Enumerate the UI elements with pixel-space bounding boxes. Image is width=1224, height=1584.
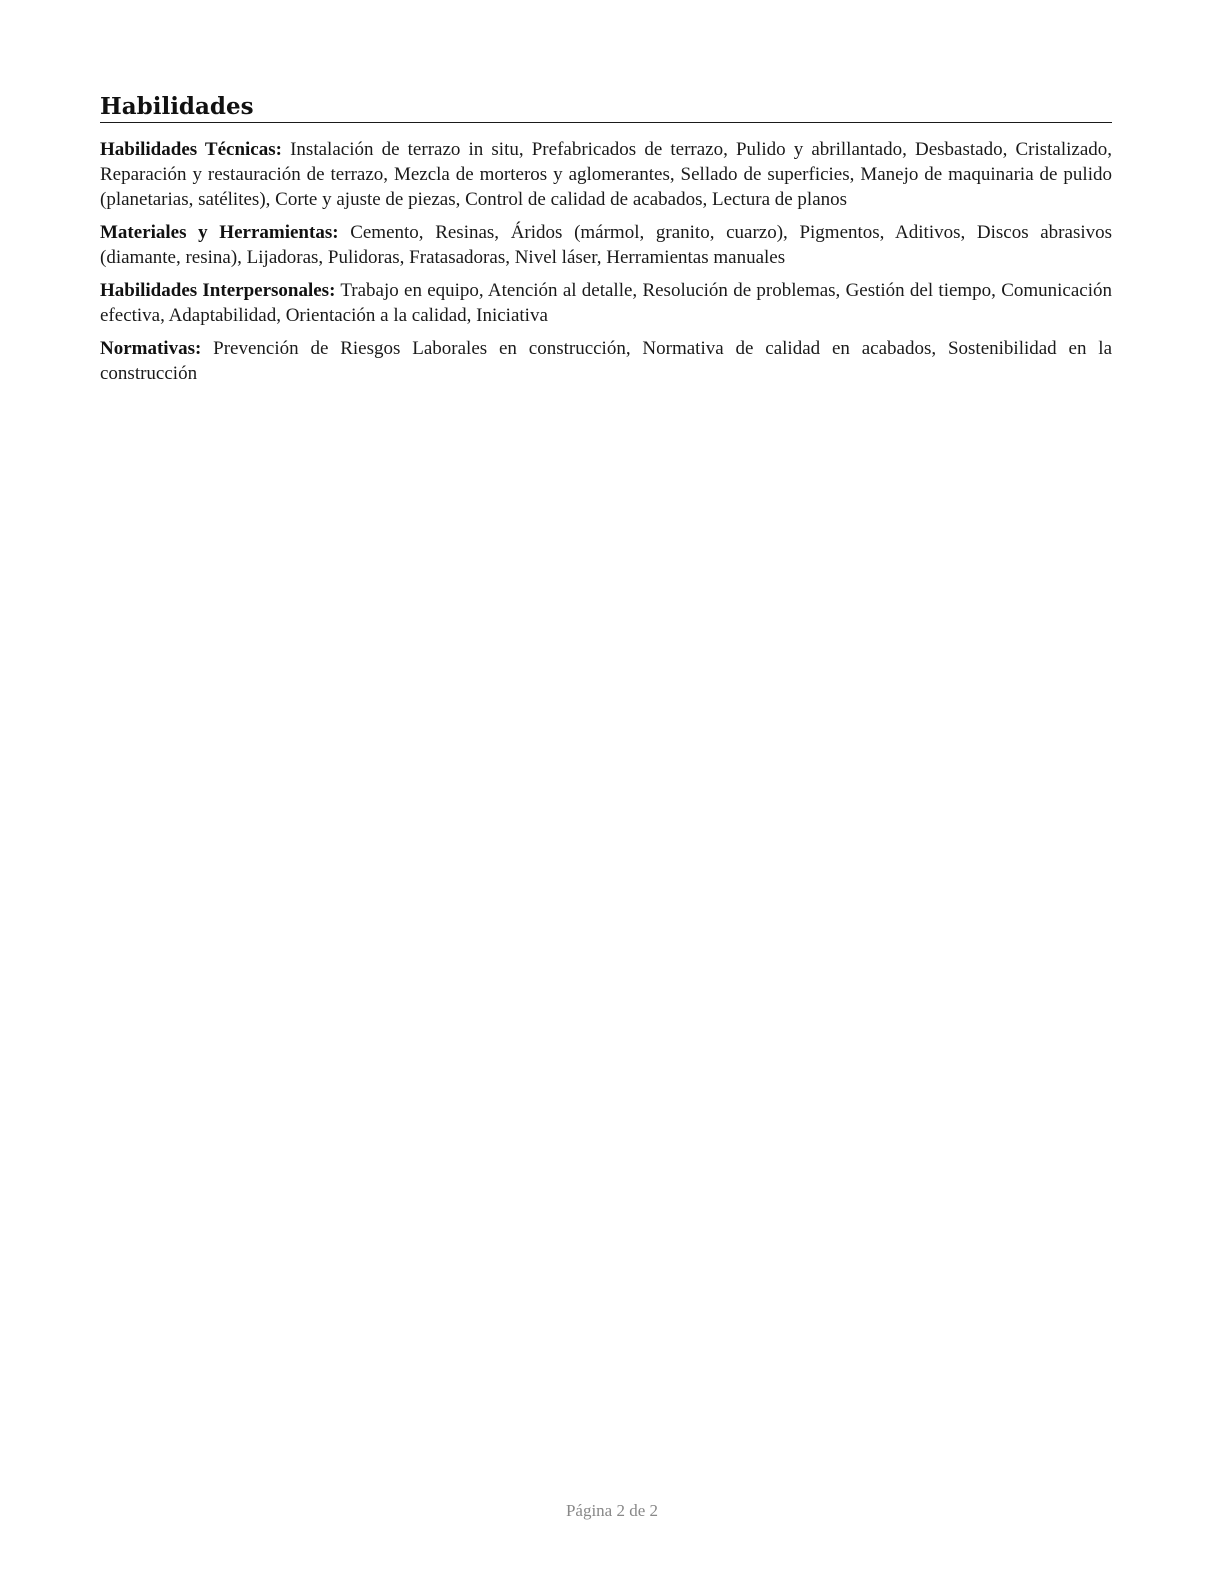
skills-materials-tools-label: Materiales y Herramientas: [100,222,339,243]
skills-interpersonal [100,278,1112,328]
skills-regulations-label: Normativas: [100,338,202,359]
section-divider [100,122,1112,123]
skills-technical-text: Instalación de terrazo in situ, Prefabricados de terrazo, Pulido y abrillantado, Desbastado, Cristalizado, Reparación y restauración de terrazo, Mezcla de morteros y aglomerantes, Sellado de superficies, Manejo de maquinaria de pulido (planetarias, satélites), Corte y ajuste de piezas, Control de calidad de acabados, Lectura de planos [100,139,1113,210]
skills-regulations [100,336,1112,386]
section-title: Habilidades [100,93,254,120]
skills-materials-tools-text: Cemento, Resinas, Áridos (mármol, granito, cuarzo), Pigmentos, Aditivos, Discos abrasivos (diamante, resina), Lijadoras, Pulidoras, Fratasadoras, Nivel láser, Herramientas manuales [100,222,1113,268]
skills-materials-tools [100,220,1112,270]
document-page [100,92,1112,394]
skills-technical-label: Habilidades Técnicas: [100,139,282,160]
skills-interpersonal-label: Habilidades Interpersonales: [100,280,336,301]
skills-technical [100,137,1112,212]
page-number-footer: Página 2 de 2 [565,1501,659,1520]
skills-interpersonal-text: Trabajo en equipo, Atención al detalle, Resolución de problemas, Gestión del tiempo, Comunicación efectiva, Adaptabilidad, Orientación a la calidad, Iniciativa [100,280,1113,326]
skills-regulations-text: Prevención de Riesgos Laborales en construcción, Normativa de calidad en acabados, Sostenibilidad en la construcción [100,338,1112,384]
